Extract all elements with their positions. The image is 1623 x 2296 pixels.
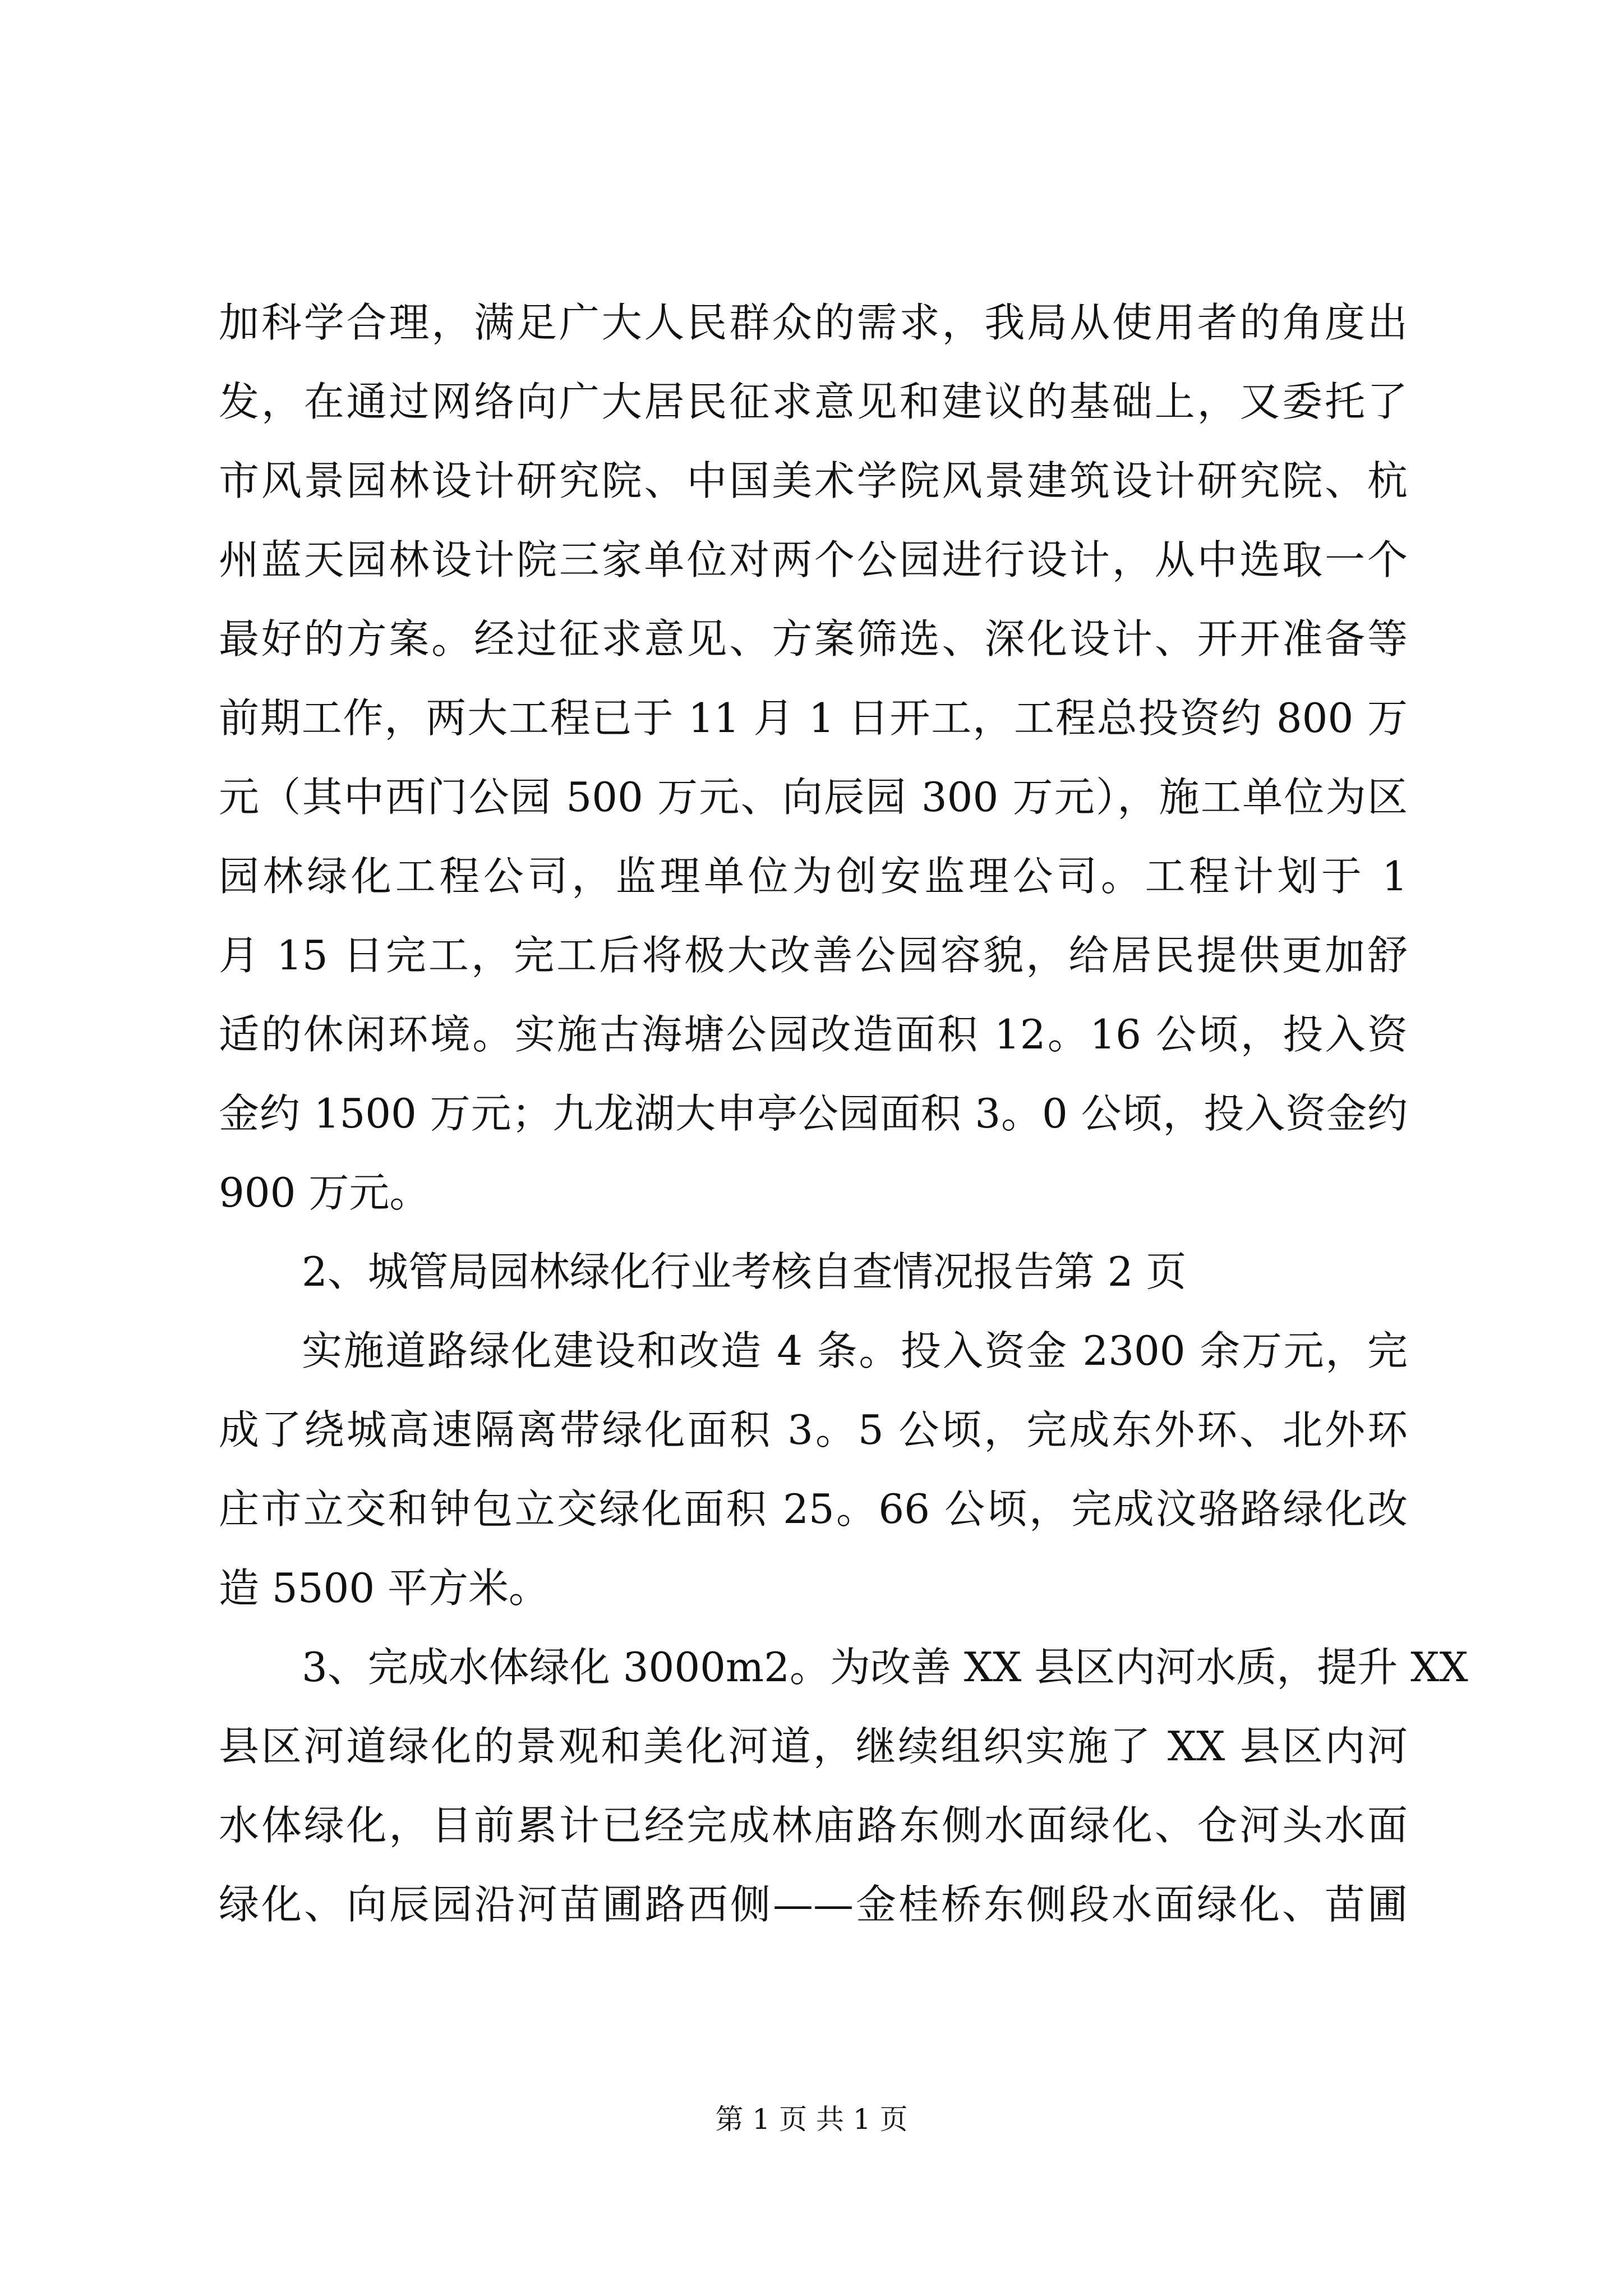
- text-line: 加科学合理，满足广大人民群众的需求，我局从使用者的角度出: [219, 299, 1408, 346]
- document-body: [219, 295, 1468, 1955]
- section-heading: 2、城管局园林绿化行业考核自查情况报告第 2 页: [302, 1248, 1187, 1295]
- text-line: 前期工作，两大工程已于 11 月 1 日开工，工程总投资约 800 万: [219, 694, 1408, 742]
- text-line: 水体绿化，目前累计已经完成林庙路东侧水面绿化、仓河头水面: [219, 1802, 1408, 1849]
- text-line: 元（其中西门公园 500 万元、向辰园 300 万元），施工单位为区: [219, 774, 1408, 821]
- text-line: 州蓝天园林设计院三家单位对两个公园进行设计，从中选取一个: [219, 536, 1408, 583]
- text-line: 县区河道绿化的景观和美化河道，继续组织实施了 XX 县区内河: [219, 1723, 1408, 1770]
- text-line: 实施道路绿化建设和改造 4 条。投入资金 2300 余万元，完: [302, 1327, 1408, 1374]
- text-line: 最好的方案。经过征求意见、方案筛选、深化设计、开开准备等: [219, 615, 1408, 662]
- page-number: 第 1 页 共 1 页: [715, 2103, 908, 2136]
- text-line: 园林绿化工程公司，监理单位为创安监理公司。工程计划于 1: [219, 853, 1408, 900]
- text-line: 成了绕城高速隔离带绿化面积 3。5 公顷，完成东外环、北外环: [219, 1406, 1408, 1453]
- text-line: 月 15 日完工，完工后将极大改善公园容貌，给居民提供更加舒: [219, 932, 1408, 979]
- text-line: 适的休闲环境。实施古海塘公园改造面积 12。16 公顷，投入资: [219, 1011, 1408, 1058]
- text-line: 市风景园林设计研究院、中国美术学院风景建筑设计研究院、杭: [219, 457, 1408, 504]
- text-line: 造 5500 平方米。: [219, 1565, 550, 1612]
- text-line: 900 万元。: [219, 1169, 430, 1216]
- text-line: 绿化、向辰园沿河苗圃路西侧——金桂桥东侧段水面绿化、苗圃: [219, 1881, 1408, 1928]
- text-line: 金约 1500 万元；九龙湖大申亭公园面积 3。0 公顷，投入资金约: [219, 1090, 1408, 1137]
- text-line: 3、完成水体绿化 3000m2。为改善 XX 县区内河水质，提升 XX: [302, 1644, 1468, 1691]
- text-line: 发，在通过网络向广大居民征求意见和建议的基础上，又委托了: [219, 378, 1408, 425]
- text-line: 庄市立交和钟包立交绿化面积 25。66 公顷，完成汶骆路绿化改: [219, 1485, 1408, 1533]
- page-footer: [0, 2102, 1623, 2136]
